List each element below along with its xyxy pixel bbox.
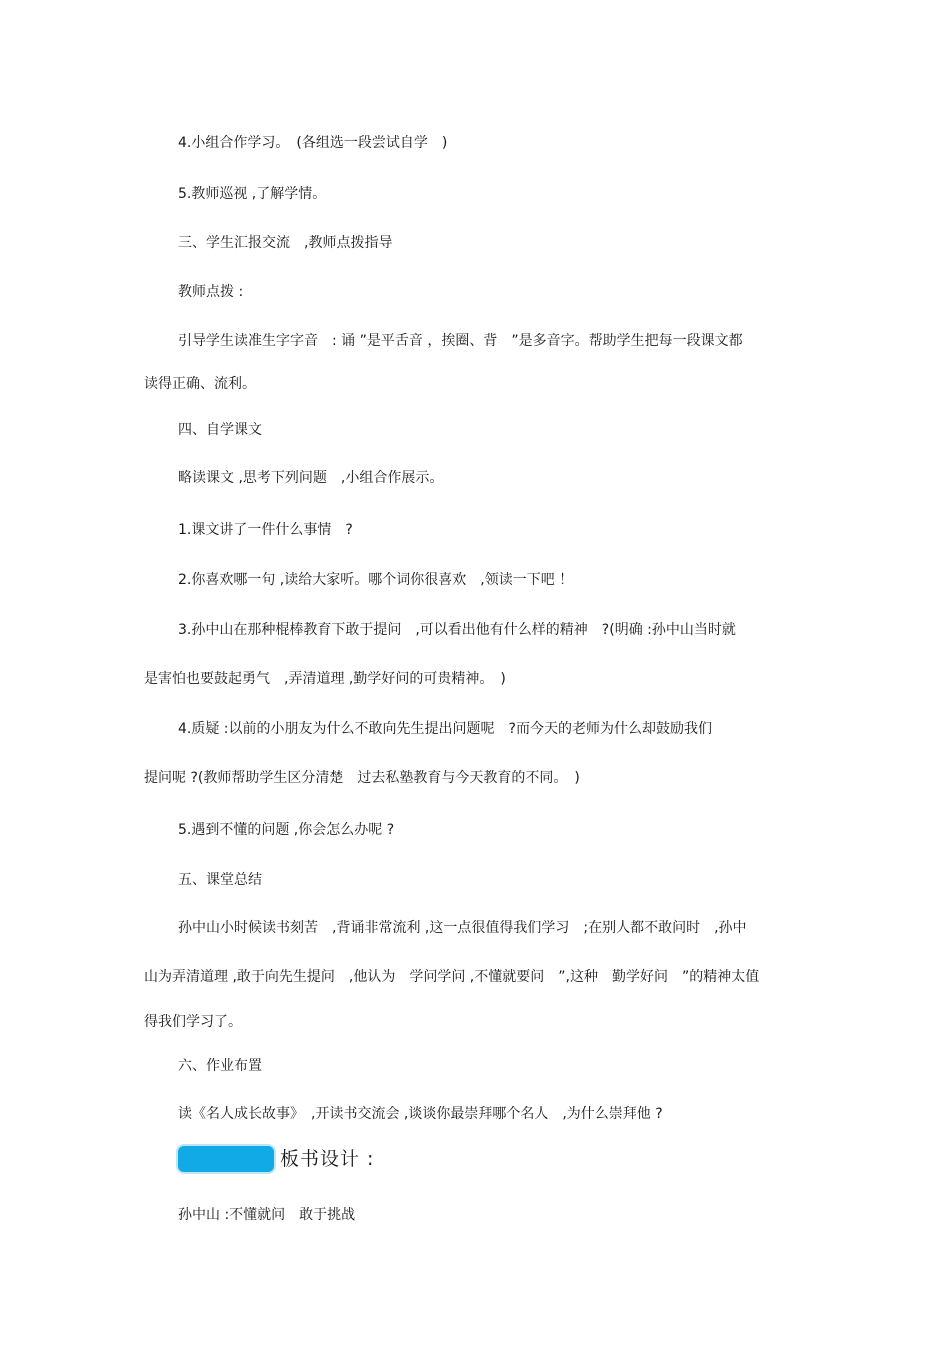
summary-line-3: 得我们学习了。 [144, 1014, 242, 1030]
step-4-group-study: 4.小组合作学习。 (各组选一段尝试自学 ) [178, 135, 448, 151]
question-5: 5.遇到不懂的问题 ,你会怎么办呢 ? [178, 822, 395, 838]
step-5-teacher-patrol: 5.教师巡视 ,了解学情。 [178, 186, 327, 202]
section-6-heading: 六、作业布置 [178, 1058, 262, 1074]
section-5-heading: 五、课堂总结 [178, 872, 262, 888]
section-3-heading: 三、学生汇报交流 ,教师点拨指导 [178, 235, 393, 251]
question-1: 1.课文讲了一件什么事情 ? [178, 522, 353, 538]
board-design-title: 板书设计 : [280, 1148, 375, 1170]
guidance-paragraph-line-1: 引导学生读准生字字音 : 诵 ”是平舌音 ，挨圈、背 ”是多音字。帮助学生把每一段课文都 [178, 333, 743, 349]
guidance-paragraph-line-2: 读得正确、流利。 [144, 376, 256, 392]
skim-instruction: 略读课文 ,思考下列问题 ,小组合作展示。 [178, 470, 444, 486]
teacher-guidance-label: 教师点拨 : [178, 284, 244, 300]
board-design-heading [178, 1143, 374, 1175]
question-2: 2.你喜欢哪一句 ,读给大家听。哪个词你很喜欢 ,领读一下吧 ！ [178, 572, 574, 588]
question-3-line-2: 是害怕也要鼓起勇气 ,弄清道理 ,勤学好问的可贵精神。 ) [144, 671, 506, 687]
board-content: 孙中山 :不懂就问 敢于挑战 [178, 1207, 356, 1223]
summary-line-2: 山为弄清道理 ,敢于向先生提问 ,他认为 学问学问 ,不懂就要问 ”,这种 勤学好问 ”的精神太值 [144, 969, 760, 985]
homework-assignment: 读《名人成长故事》 ,开读书交流会 ,谈谈你最崇拜哪个名人 ,为什么崇拜他 ? [178, 1106, 663, 1122]
question-4-line-1: 4.质疑 :以前的小朋友为什么不敢向先生提出问题呢 ?而今天的老师为什么却鼓励我们 [178, 721, 712, 737]
question-4-line-2: 提问呢 ?(教师帮助学生区分清楚 过去私塾教育与今天教育的不同。 ) [144, 770, 580, 786]
section-4-heading: 四、自学课文 [178, 422, 262, 438]
summary-line-1: 孙中山小时候读书刻苦 ,背诵非常流利 ,这一点很值得我们学习 ;在别人都不敢问时 ,孙中 [178, 920, 747, 936]
question-3-line-1: 3.孙中山在那种棍棒教育下敢于提问 ,可以看出他有什么样的精神 ?(明确 :孙中山当时就 [178, 622, 736, 638]
blue-badge-icon [178, 1146, 274, 1172]
